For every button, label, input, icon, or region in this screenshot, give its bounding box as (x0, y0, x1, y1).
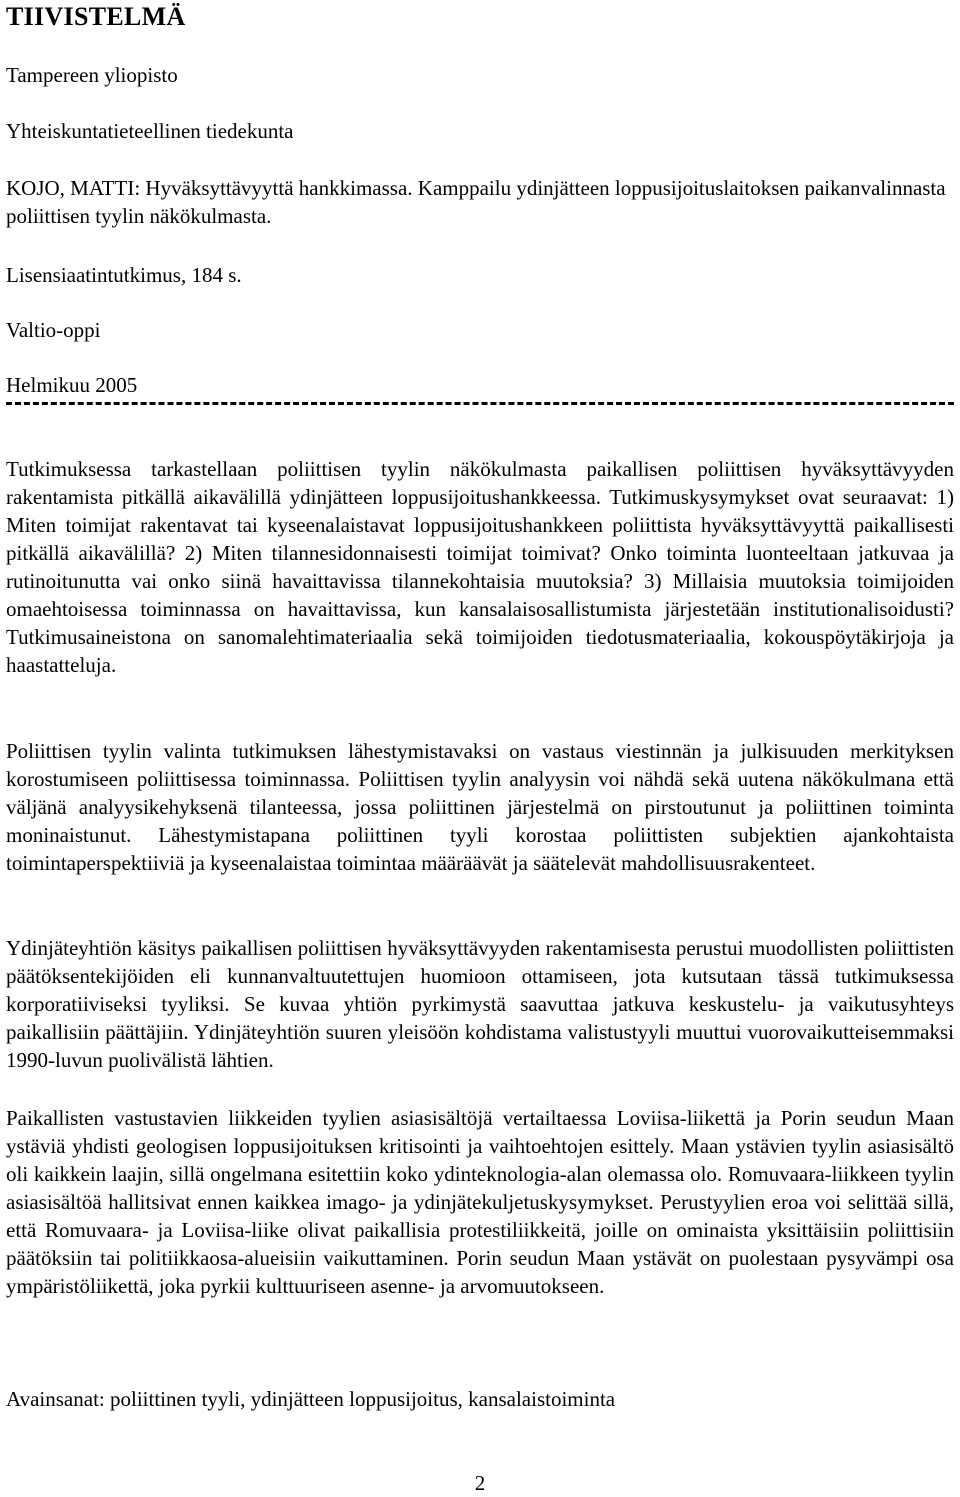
abstract-paragraph-4: Paikallisten vastustavien liikkeiden tyylien asiasisältöjä vertailtaessa Loviisa-liikettä ja Porin seudun Maan ystäviä yhdisti geologisen loppusijoituksen kritisointi ja vaihtoehtojen esittely. Maan ystävien tyylin asiasisältö oli kaikkein laajin, sillä ongelmana esitettiin koko ydinteknologia-alan olemassa olo. Romuvaara-liikkeen tyylin asiasisältöä hallitsivat ennen kaikkea imago- ja ydinjätekuljetuskysymykset. Perustyylien eroa voi selittää sillä, että Romuvaara- ja Loviisa-liike olivat paikallisia protestiliikkeitä, joille on ominaista yksittäisiin poliittisiin päätöksiin tai politiikkaosa-alueisiin vaikuttaminen. Porin seudun Maan ystävät on puolestaan pysyvämpi osa ympäristöliikettä, joka pyrkii kulttuuriseen asenne- ja arvomuutokseen. (6, 1106, 954, 1298)
faculty-name: Yhteiskuntatieteellinen tiedekunta (6, 119, 294, 143)
dashed-divider (6, 402, 954, 405)
abstract-paragraph-1: Tutkimuksessa tarkastellaan poliittisen tyylin näkökulmasta paikallisen poliittisen hyväksyttävyyden rakentamista pitkällä aikavälillä ydinjätteen loppusijoitushankkeessa. Tutkimuskysymykset ovat seuraavat: 1) Miten toimijat rakentavat tai kyseenalaistavat loppusijoitushankkeen poliittista hyväksyttävyyttä paikallisesti pitkällä aikavälillä? 2) Miten tilannesidonnaisesti toimijat toimivat? Onko toiminta luonteeltaan jatkuvaa ja rutinoitunutta vai onko siinä havaittavissa tilannekohtaisia muutoksia? 3) Millaisia muutoksia toimijoiden omaehtoisessa toiminnassa on havaittavissa, kun kansalaisosallistumista järjestetään institutionalisoidusti? Tutkimusaineistona on sanomalehtimateriaalia sekä toimijoiden tiedotusmateriaalia, kokouspöytäkirjoja ja haastatteluja. (6, 457, 954, 677)
university-name: Tampereen yliopisto (6, 63, 178, 87)
document-heading: TIIVISTELMÄ (6, 2, 186, 31)
thesis-title: KOJO, MATTI: Hyväksyttävyyttä hankkimassa. Kamppailu ydinjätteen loppusijoituslaitoksen paikanvalinnasta poliittisen tyylin näkökulmasta. (6, 176, 946, 228)
keywords-line: Avainsanat: poliittinen tyyli, ydinjätteen loppusijoitus, kansalaistoiminta (6, 1387, 616, 1411)
publication-date: Helmikuu 2005 (6, 373, 138, 397)
subject-name: Valtio-oppi (6, 318, 101, 342)
thesis-type: Lisensiaatintutkimus, 184 s. (6, 263, 242, 287)
abstract-paragraph-2: Poliittisen tyylin valinta tutkimuksen lähestymistavaksi on vastaus viestinnän ja julkisuuden merkityksen korostumiseen poliittisessa toiminnassa. Poliittisen tyylin analyysin voi nähdä sekä uutena näkökulmana että väljänä analyysikehyksenä tilanteessa, jossa poliittinen järjestelmä on pirstoutunut ja poliittinen toiminta moninaistunut. Lähestymistapana poliittinen tyyli korostaa poliittisten subjektien ajankohtaista toimintaperspektiiviä ja kyseenalaistaa toimintaa määräävät ja säätelevät mahdollisuusrakenteet. (6, 739, 954, 875)
page-number: 2 (474, 1471, 486, 1495)
abstract-paragraph-3: Ydinjäteyhtiön käsitys paikallisen poliittisen hyväksyttävyyden rakentamisesta perustui muodollisten poliittisten päätöksentekijöiden eli kunnanvaltuutettujen huomioon ottamiseen, jota kutsutaan tässä tutkimuksessa korporatiiviseksi tyyliksi. Se kuvaa yhtiön pyrkimystä saavuttaa jatkuva keskustelu- ja vaikutusyhteys paikallisiin päättäjiin. Ydinjäteyhtiön suuren yleisöön kohdistama valistustyyli muuttui vuorovaikutteisemmaksi 1990-luvun puolivälistä lähtien. (6, 936, 954, 1072)
